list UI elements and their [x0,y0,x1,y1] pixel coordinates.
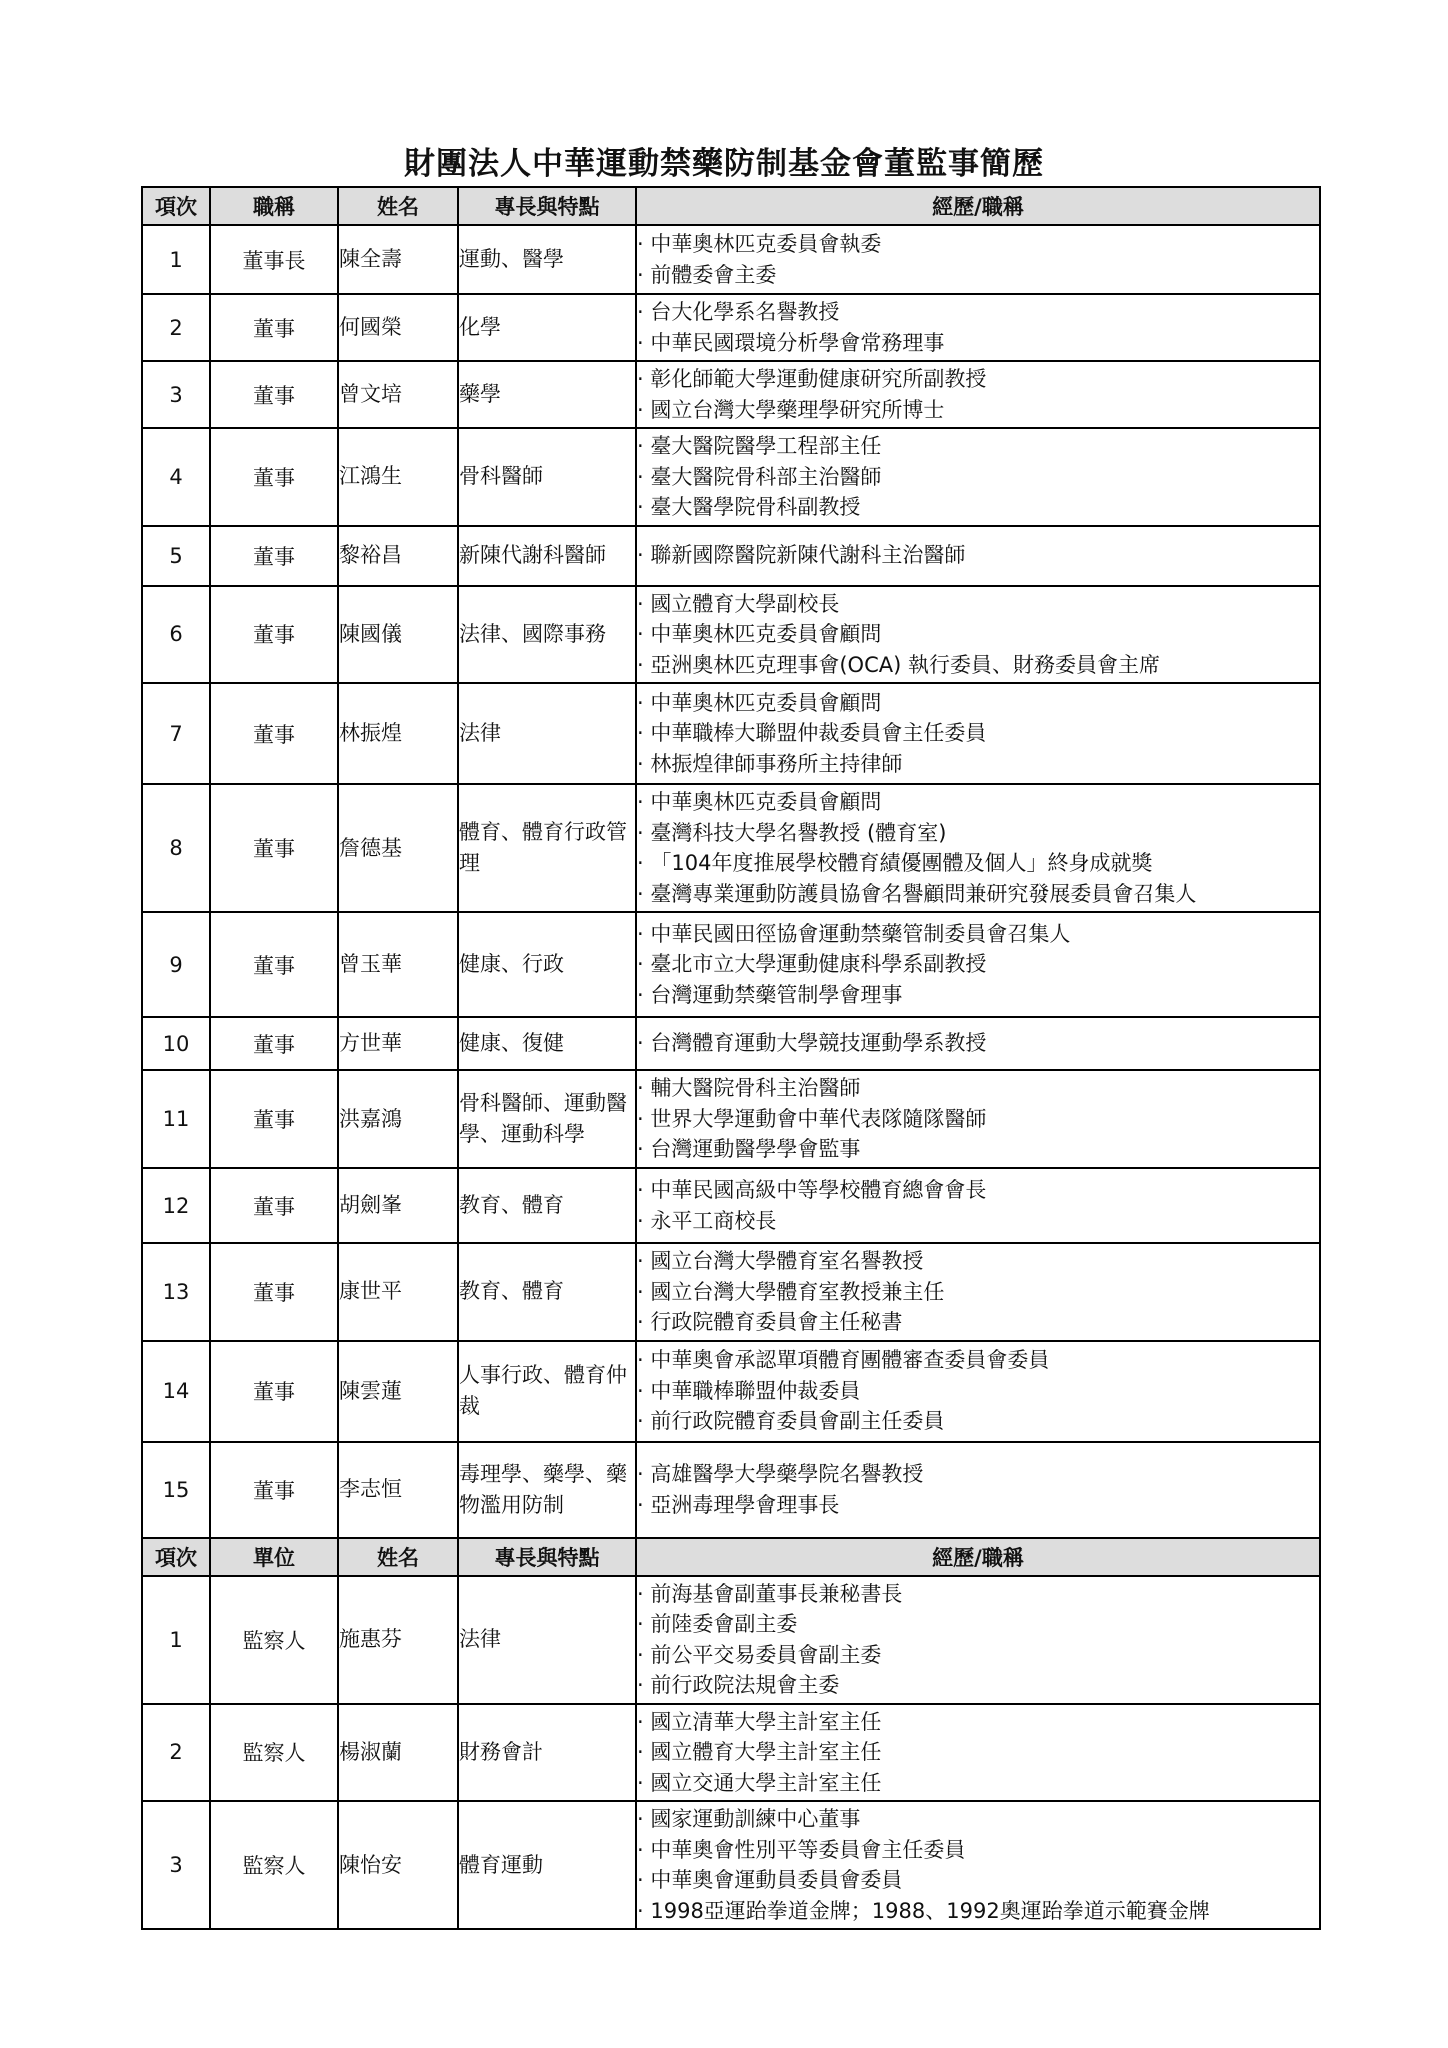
table-row [142,1704,1320,1802]
header-exp: 經歷/職稱 [636,1538,1320,1576]
row-specialty: 財務會計 [458,1704,636,1802]
row-specialty: 人事行政、體育仲裁 [458,1341,636,1442]
table-row [142,1341,1320,1442]
row-experience [636,1801,1320,1929]
row-name: 方世華 [338,1017,458,1070]
row-experience [636,294,1320,361]
row-title: 董事 [210,428,338,526]
experience-item: · 台灣體育運動大學競技運動學系教授 [637,1028,1319,1059]
experience-item: · 前公平交易委員會副主委 [637,1640,1319,1671]
row-number: 11 [142,1070,210,1168]
row-number: 4 [142,428,210,526]
experience-item: · 中華民國環境分析學會常務理事 [637,328,1319,359]
experience-item: · 亞洲毒理學會理事長 [637,1490,1319,1521]
row-number: 6 [142,586,210,684]
experience-item: · 1998亞運跆拳道金牌；1988、1992奧運跆拳道示範賽金牌 [637,1896,1319,1927]
table-row [142,1801,1320,1929]
experience-list [637,917,1319,1013]
header-no: 項次 [142,1538,210,1576]
header-name: 姓名 [338,187,458,225]
row-name: 何國榮 [338,294,458,361]
row-specialty: 法律 [458,1576,636,1704]
experience-item: · 「104年度推展學校體育績優團體及個人」終身成就獎 [637,848,1319,879]
experience-item: · 中華奧會運動員委員會委員 [637,1865,1319,1896]
row-number: 2 [142,1704,210,1802]
board-table [141,186,1321,1930]
row-title: 董事 [210,1442,338,1538]
row-specialty: 法律 [458,683,636,784]
row-name: 陳全壽 [338,225,458,294]
experience-item: · 國立台灣大學藥理學研究所博士 [637,395,1319,426]
directors-body [142,225,1320,1538]
experience-list [637,785,1319,911]
row-number: 1 [142,225,210,294]
row-name: 陳國儀 [338,586,458,684]
experience-list [637,1577,1319,1703]
row-specialty: 體育運動 [458,1801,636,1929]
experience-list [637,429,1319,525]
row-name: 陳怡安 [338,1801,458,1929]
experience-item: · 台大化學系名譽教授 [637,297,1319,328]
row-number: 10 [142,1017,210,1070]
header-spec: 專長與特點 [458,1538,636,1576]
experience-item: · 中華職棒聯盟仲裁委員 [637,1376,1319,1407]
table-row [142,1576,1320,1704]
experience-list [637,1343,1319,1439]
experience-item: · 輔大醫院骨科主治醫師 [637,1073,1319,1104]
experience-item: · 國立體育大學主計室主任 [637,1737,1319,1768]
header-no: 項次 [142,187,210,225]
row-name: 李志恒 [338,1442,458,1538]
supervisors-body [142,1576,1320,1930]
row-title: 董事 [210,1168,338,1243]
row-name: 詹德基 [338,784,458,912]
experience-item: · 前行政院法規會主委 [637,1670,1319,1701]
row-name: 曾玉華 [338,912,458,1017]
row-name: 楊淑蘭 [338,1704,458,1802]
experience-item: · 高雄醫學大學藥學院名譽教授 [637,1459,1319,1490]
row-name: 康世平 [338,1243,458,1341]
experience-item: · 臺大醫學院骨科副教授 [637,492,1319,523]
row-experience [636,912,1320,1017]
experience-item: · 國立清華大學主計室主任 [637,1707,1319,1738]
row-specialty: 骨科醫師、運動醫學、運動科學 [458,1070,636,1168]
row-experience [636,1243,1320,1341]
row-specialty: 運動、醫學 [458,225,636,294]
row-name: 曾文培 [338,361,458,428]
row-number: 14 [142,1341,210,1442]
experience-item: · 前海基會副董事長兼秘書長 [637,1579,1319,1610]
experience-item: · 行政院體育委員會主任秘書 [637,1307,1319,1338]
table-row [142,1168,1320,1243]
row-specialty: 藥學 [458,361,636,428]
row-number: 12 [142,1168,210,1243]
row-experience [636,526,1320,586]
experience-item: · 永平工商校長 [637,1206,1319,1237]
row-experience [636,1341,1320,1442]
row-title: 董事 [210,526,338,586]
row-specialty: 教育、體育 [458,1243,636,1341]
experience-item: · 臺北市立大學運動健康科學系副教授 [637,949,1319,980]
row-title: 董事 [210,1070,338,1168]
row-specialty: 新陳代謝科醫師 [458,526,636,586]
table-row [142,428,1320,526]
table-row [142,526,1320,586]
experience-list [637,1026,1319,1061]
row-title: 董事 [210,683,338,784]
row-name: 胡劍峯 [338,1168,458,1243]
row-experience [636,1070,1320,1168]
row-name: 洪嘉鴻 [338,1070,458,1168]
experience-item: · 中華奧林匹克委員會顧問 [637,688,1319,719]
experience-list [637,1071,1319,1167]
row-title: 監察人 [210,1801,338,1929]
experience-list [637,1244,1319,1340]
header-unit: 單位 [210,1538,338,1576]
header-spec: 專長與特點 [458,187,636,225]
experience-item: · 前陸委會副主委 [637,1609,1319,1640]
row-title: 董事 [210,586,338,684]
experience-list [637,227,1319,292]
experience-item: · 中華奧林匹克委員會顧問 [637,619,1319,650]
row-experience [636,586,1320,684]
table-row [142,1017,1320,1070]
experience-list [637,1173,1319,1238]
experience-item: · 臺灣科技大學名譽教授 (體育室) [637,818,1319,849]
experience-item: · 中華奧林匹克委員會顧問 [637,787,1319,818]
row-specialty: 健康、行政 [458,912,636,1017]
row-title: 董事 [210,361,338,428]
row-experience [636,784,1320,912]
experience-item: · 臺大醫院醫學工程部主任 [637,431,1319,462]
experience-list [637,538,1319,573]
table-row [142,1070,1320,1168]
experience-item: · 中華職棒大聯盟仲裁委員會主任委員 [637,718,1319,749]
experience-list [637,587,1319,683]
row-specialty: 骨科醫師 [458,428,636,526]
row-name: 江鴻生 [338,428,458,526]
experience-item: · 林振煌律師事務所主持律師 [637,749,1319,780]
row-title: 董事 [210,784,338,912]
row-experience [636,1168,1320,1243]
row-specialty: 化學 [458,294,636,361]
row-name: 林振煌 [338,683,458,784]
row-name: 黎裕昌 [338,526,458,586]
row-title: 董事 [210,1243,338,1341]
row-experience [636,1442,1320,1538]
row-experience [636,1017,1320,1070]
row-experience [636,428,1320,526]
experience-item: · 亞洲奧林匹克理事會(OCA) 執行委員、財務委員會主席 [637,650,1319,681]
row-specialty: 體育、體育行政管理 [458,784,636,912]
row-specialty: 教育、體育 [458,1168,636,1243]
experience-item: · 國家運動訓練中心董事 [637,1804,1319,1835]
experience-item: · 國立體育大學副校長 [637,589,1319,620]
page-title: 財團法人中華運動禁藥防制基金會董監事簡歷 [404,146,1044,182]
experience-item: · 前體委會主委 [637,260,1319,291]
experience-item: · 臺灣專業運動防護員協會名譽顧問兼研究發展委員會召集人 [637,879,1319,910]
experience-item: · 國立台灣大學體育室名譽教授 [637,1246,1319,1277]
row-number: 2 [142,294,210,361]
experience-list [637,686,1319,782]
experience-item: · 世界大學運動會中華代表隊隨隊醫師 [637,1104,1319,1135]
experience-item: · 前行政院體育委員會副主任委員 [637,1406,1319,1437]
table-row [142,1243,1320,1341]
table-row [142,225,1320,294]
supervisors-header-row [142,1538,1320,1576]
table-row [142,294,1320,361]
header-name: 姓名 [338,1538,458,1576]
experience-list [637,1457,1319,1522]
row-number: 13 [142,1243,210,1341]
row-title: 董事 [210,294,338,361]
row-specialty: 法律、國際事務 [458,586,636,684]
table-row [142,1442,1320,1538]
experience-item: · 聯新國際醫院新陳代謝科主治醫師 [637,540,1319,571]
row-number: 5 [142,526,210,586]
row-title: 董事 [210,1341,338,1442]
experience-item: · 國立台灣大學體育室教授兼主任 [637,1277,1319,1308]
row-number: 8 [142,784,210,912]
table-row [142,586,1320,684]
experience-item: · 彰化師範大學運動健康研究所副教授 [637,364,1319,395]
experience-item: · 國立交通大學主計室主任 [637,1768,1319,1799]
row-number: 15 [142,1442,210,1538]
directors-header-row [142,187,1320,225]
table-row [142,784,1320,912]
table-row [142,912,1320,1017]
header-role: 職稱 [210,187,338,225]
experience-item: · 台灣運動禁藥管制學會理事 [637,980,1319,1011]
experience-item: · 中華民國高級中等學校體育總會會長 [637,1175,1319,1206]
row-number: 3 [142,1801,210,1929]
row-title: 董事長 [210,225,338,294]
experience-item: · 中華奧會性別平等委員會主任委員 [637,1835,1319,1866]
experience-list [637,1705,1319,1801]
experience-item: · 臺大醫院骨科部主治醫師 [637,462,1319,493]
row-experience [636,225,1320,294]
row-number: 9 [142,912,210,1017]
row-specialty: 毒理學、藥學、藥物濫用防制 [458,1442,636,1538]
row-title: 監察人 [210,1576,338,1704]
header-exp: 經歷/職稱 [636,187,1320,225]
row-experience [636,683,1320,784]
table-row [142,361,1320,428]
experience-item: · 中華奧會承認單項體育團體審查委員會委員 [637,1345,1319,1376]
experience-list [637,295,1319,360]
supervisors-header [142,1538,1320,1576]
row-title: 董事 [210,1017,338,1070]
experience-item: · 中華民國田徑協會運動禁藥管制委員會召集人 [637,919,1319,950]
row-name: 陳雲蓮 [338,1341,458,1442]
row-number: 1 [142,1576,210,1704]
row-number: 7 [142,683,210,784]
experience-item: · 中華奧林匹克委員會執委 [637,229,1319,260]
table-row [142,683,1320,784]
experience-item: · 台灣運動醫學學會監事 [637,1134,1319,1165]
row-number: 3 [142,361,210,428]
experience-list [637,1802,1319,1928]
row-experience [636,1704,1320,1802]
row-title: 董事 [210,912,338,1017]
row-experience [636,1576,1320,1704]
row-name: 施惠芬 [338,1576,458,1704]
row-title: 監察人 [210,1704,338,1802]
row-experience [636,361,1320,428]
row-specialty: 健康、復健 [458,1017,636,1070]
experience-list [637,362,1319,427]
